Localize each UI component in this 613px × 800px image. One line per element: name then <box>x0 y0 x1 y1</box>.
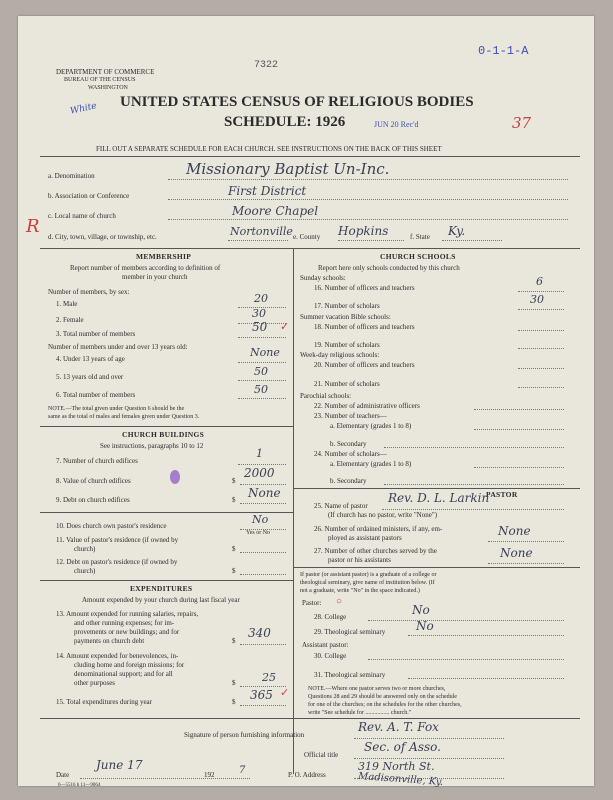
weekday-schools: Week-day religious schools: <box>300 351 380 359</box>
po-address-label: P. O. Address <box>288 771 326 779</box>
q8-value: 2000 <box>244 466 275 480</box>
q1-label: 1. Male <box>56 300 78 308</box>
signature-value: Rev. A. T. Fox <box>358 720 439 734</box>
schedule-title: SCHEDULE: 1926 <box>224 114 346 130</box>
assistant-pastor-label: Assistant pastor: <box>302 641 349 649</box>
q12-label-1: 12. Debt on pastor's residence (if owned by <box>56 558 178 566</box>
census-form-page <box>18 16 594 786</box>
print-code: 6—5516 b 11—9064 <box>58 783 101 788</box>
q23-label: 23. Number of teachers— <box>314 412 387 420</box>
label-association: b. Association or Conference <box>48 192 130 200</box>
church-name-value: Moore Chapel <box>232 204 319 218</box>
q31-label: 31. Theological seminary <box>314 671 386 679</box>
dollar-sign: $ <box>232 567 236 575</box>
dollar-sign: $ <box>232 477 236 485</box>
pastor-label: Pastor: <box>302 599 322 607</box>
q16-value: 6 <box>536 275 543 288</box>
bureau: BUREAU OF THE CENSUS <box>64 77 136 83</box>
q24-label: 24. Number of scholars— <box>314 450 387 458</box>
form-title: UNITED STATES CENSUS OF RELIGIOUS BODIES <box>120 94 474 110</box>
date-month-day: June 17 <box>96 758 143 772</box>
sunday-schools: Sunday schools: <box>300 274 346 282</box>
q25-label: 25. Name of pastor <box>314 502 368 510</box>
po-address-city: Madisonville, Ky. <box>357 771 444 788</box>
q11-label-2: church) <box>74 545 96 553</box>
schools-heading: CHURCH SCHOOLS <box>380 252 456 261</box>
q13-label-4: payments on church debt <box>74 637 145 645</box>
q3-value: 50 <box>252 320 268 334</box>
q13-label-3: provements or new buildings; and for <box>74 628 180 636</box>
membership-intro-2: member in your church <box>122 273 188 281</box>
expenditures-intro: Amount expended by your church during last fiscal year <box>82 596 240 604</box>
city: WASHINGTON <box>88 85 128 91</box>
pastor-footnote-1: NOTE.—Where one pastor serves two or more churches, <box>308 686 446 692</box>
q10-label: 10. Does church own pastor's residence <box>56 522 167 530</box>
pastor-heading: PASTOR <box>486 490 518 499</box>
q29-label: 29. Theological seminary <box>314 628 386 636</box>
q5-value: 50 <box>254 365 268 378</box>
q9-value: None <box>248 486 281 500</box>
label-state: f. State <box>410 233 430 241</box>
red-number: 37 <box>512 114 532 132</box>
q28-value: No <box>412 603 430 617</box>
white-annotation: White <box>69 101 98 117</box>
membership-heading: MEMBERSHIP <box>136 252 192 261</box>
dollar-sign: $ <box>232 637 236 645</box>
q18-label: 18. Number of officers and teachers <box>314 323 415 331</box>
q4-value: None <box>250 346 280 359</box>
buildings-instruction: See instructions, paragraphs 10 to 12 <box>100 442 204 450</box>
pastor-note-2: theological seminary, give name of institution below. (If <box>300 580 435 586</box>
membership-intro-1: Report number of members according to definition of <box>70 264 221 272</box>
ink-blot <box>170 470 180 484</box>
q12-label-2: church) <box>74 567 96 575</box>
q13-label-2: and other running expenses; for im- <box>74 619 175 627</box>
q6-label: 6. Total number of members <box>56 391 136 399</box>
q19-label: 19. Number of scholars <box>314 341 380 349</box>
q27-label-1: 27. Number of other churches served by the <box>314 547 437 555</box>
q14-label-3: denominational support; and for all <box>74 670 173 678</box>
q26-value: None <box>498 524 531 538</box>
label-city: d. City, town, village, or township, etc. <box>48 233 157 241</box>
label-county: e. County <box>293 233 321 241</box>
q13-value: 340 <box>248 626 271 640</box>
q1-value: 20 <box>254 292 268 305</box>
buildings-heading: CHURCH BUILDINGS <box>122 430 205 439</box>
q7-label: 7. Number of church edifices <box>56 457 138 465</box>
q2-value: 30 <box>252 307 266 320</box>
yes-or-no: Yes or No <box>246 530 271 536</box>
q14-label-4: other purposes <box>74 679 116 687</box>
membership-sex-label: Number of members, by sex: <box>48 288 130 296</box>
date-year: 192 <box>204 771 215 779</box>
dollar-sign: $ <box>232 545 236 553</box>
date-year-hand: 7 <box>239 765 246 776</box>
q9-label: 9. Debt on church edifices <box>56 496 130 504</box>
q26-label-1: 26. Number of ordained ministers, if any, em- <box>314 525 443 533</box>
q27-label-2: pastor or his assistants <box>328 556 391 564</box>
q4-label: 4. Under 13 years of age <box>56 355 125 363</box>
form-code: 0-1-1-A <box>478 44 529 58</box>
summer-schools: Summer vacation Bible schools: <box>300 313 391 321</box>
pastor-red-circle: ○ <box>336 596 343 607</box>
serial-number: 7322 <box>254 60 279 71</box>
q24-a-label: a. Elementary (grades 1 to 8) <box>330 460 412 468</box>
pastor-footnote-4: write "See schedule for ................ church." <box>308 710 412 716</box>
q14-value: 25 <box>262 671 276 684</box>
association-value: First District <box>228 184 307 198</box>
city-value: Nortonville <box>230 225 293 238</box>
q5-label: 5. 13 years old and over <box>56 373 124 381</box>
dollar-sign: $ <box>232 679 236 687</box>
q16-label: 16. Number of officers and teachers <box>314 284 415 292</box>
q3-check: ✓ <box>280 321 290 333</box>
official-title-label: Official title <box>304 751 339 759</box>
q3-label: 3. Total number of members <box>56 330 136 338</box>
q11-label-1: 11. Value of pastor's residence (if owned by <box>56 536 179 544</box>
q25-instruction: (If church has no pastor, write "None") <box>328 511 438 519</box>
q15-value: 365 <box>250 688 273 702</box>
pastor-name-value: Rev. D. L. Larkin <box>388 491 490 505</box>
dollar-sign: $ <box>232 496 236 504</box>
membership-age-label: Number of members under and over 13 years old: <box>48 343 188 351</box>
q20-label: 20. Number of officers and teachers <box>314 361 415 369</box>
q23-a-label: a. Elementary (grades 1 to 8) <box>330 422 412 430</box>
q22-label: 22. Number of administrative officers <box>314 402 420 410</box>
parochial-schools: Parochial schools: <box>300 392 352 400</box>
denomination-value: Missionary Baptist Un-Inc. <box>186 160 390 178</box>
instructions: FILL OUT A SEPARATE SCHEDULE FOR EACH CHURCH. SEE INSTRUCTIONS ON THE BACK OF THIS SHEET <box>96 145 442 153</box>
state-value: Ky. <box>448 224 466 238</box>
signature-label: Signature of person furnishing information <box>184 731 305 739</box>
q23-b-label: b. Secondary <box>330 440 367 448</box>
q13-label-1: 13. Amount expended for running salaries, repairs, <box>56 610 199 618</box>
expenditures-heading: EXPENDITURES <box>130 584 193 593</box>
q7-value: 1 <box>256 447 263 460</box>
q10-value: No <box>252 513 269 526</box>
schools-intro: Report here only schools conducted by this church <box>318 264 460 272</box>
q28-label: 28. College <box>314 613 347 621</box>
red-r-mark: R <box>26 216 40 237</box>
official-title-value: Sec. of Asso. <box>364 740 441 754</box>
received-stamp: JUN 20 Rec'd <box>374 120 419 129</box>
q6-value: 50 <box>254 383 268 396</box>
label-denomination: a. Denomination <box>48 172 95 180</box>
label-church-name: c. Local name of church <box>48 212 116 220</box>
q29-value: No <box>416 619 434 633</box>
q27-value: None <box>500 546 533 560</box>
county-value: Hopkins <box>338 224 389 238</box>
q30-label: 30. College <box>314 652 347 660</box>
department: DEPARTMENT OF COMMERCE <box>56 68 155 76</box>
q17-label: 17. Number of scholars <box>314 302 380 310</box>
membership-note-2: same as the total of males and females given under Question 3. <box>48 414 200 420</box>
q14-label-2: cluding home and foreign missions; for <box>74 661 185 669</box>
q21-label: 21. Number of scholars <box>314 380 380 388</box>
date-label: Date <box>56 771 70 779</box>
q17-value: 30 <box>530 293 544 306</box>
q2-label: 2. Female <box>56 316 84 324</box>
q15-label: 15. Total expenditures during year <box>56 698 152 706</box>
q26-label-2: ployed as assistant pastors <box>328 534 402 542</box>
q24-b-label: b. Secondary <box>330 477 367 485</box>
po-address-value: 319 North St. <box>358 760 435 773</box>
pastor-footnote-3: for one of the churches; on the schedules for the other churches, <box>308 702 462 708</box>
q15-check: ✓ <box>280 687 290 699</box>
q14-label-1: 14. Amount expended for benevolences, in- <box>56 652 179 660</box>
pastor-footnote-2: Questions 28 and 29 should be answered only on the schedule <box>308 694 457 700</box>
dollar-sign: $ <box>232 698 236 706</box>
q8-label: 8. Value of church edifices <box>56 477 131 485</box>
membership-note-1: NOTE.—The total given under Question 6 should be the <box>48 406 185 412</box>
pastor-note-3: not a graduate, write "No" in the space indicated.) <box>300 588 420 594</box>
pastor-note-1: If pastor (or assistant pastor) is a graduate of a college or <box>300 572 437 578</box>
